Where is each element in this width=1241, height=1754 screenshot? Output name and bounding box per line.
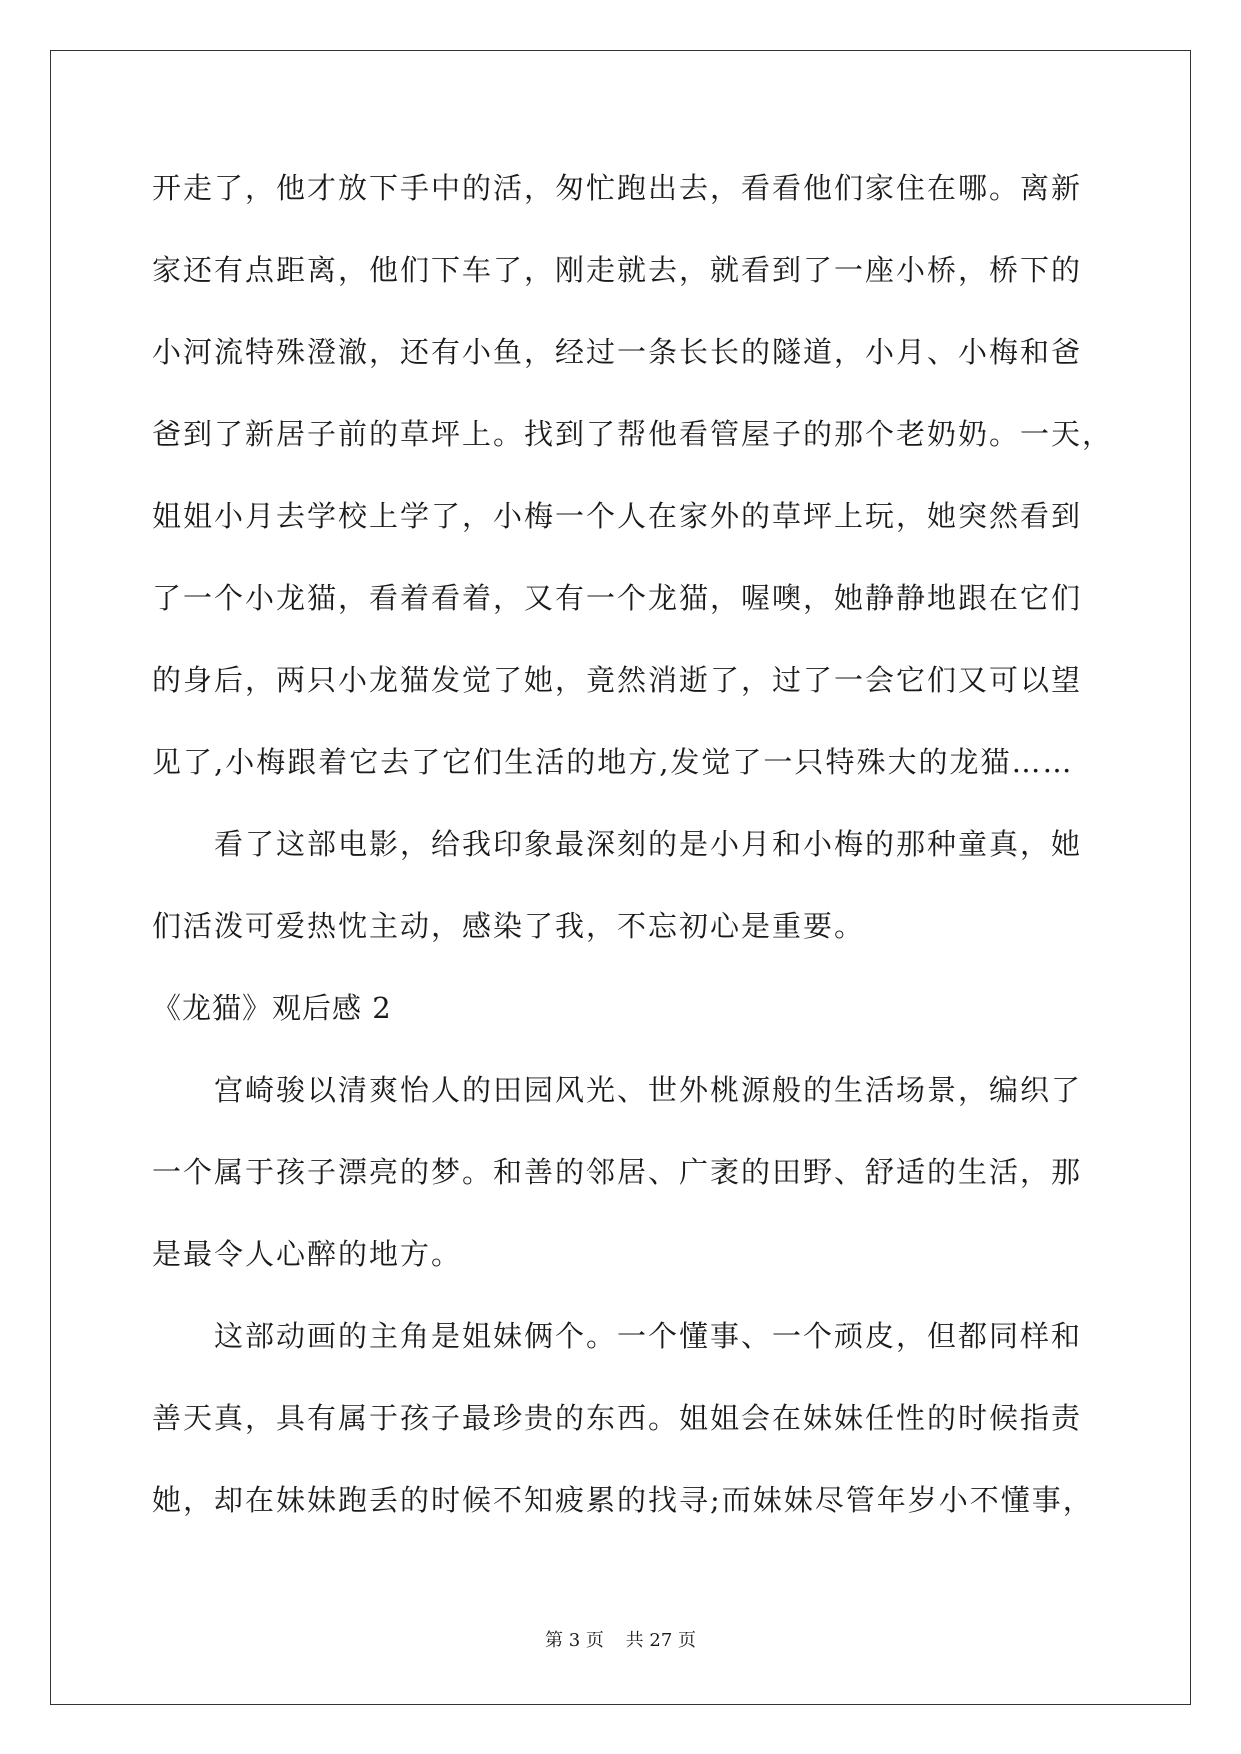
- text-line: 的身后，两只小龙猫发觉了她，竟然消逝了，过了一会它们又可以望: [152, 663, 1083, 697]
- text-line: 爸到了新居子前的草坪上。找到了帮他看管屋子的那个老奶奶。一天，: [152, 417, 1114, 451]
- paragraph-start-line: 这部动画的主角是姐妹俩个。一个懂事、一个顽皮，但都同样和: [214, 1319, 1083, 1353]
- text-line: 见了,小梅跟着它去了它们生活的地方,发觉了一只特殊大的龙猫……: [152, 745, 1074, 779]
- page-total: 共 27 页: [625, 1630, 696, 1651]
- paragraph-start-line: 看了这部电影，给我印象最深刻的是小月和小梅的那种童真，她: [214, 827, 1083, 861]
- text-line: 家还有点距离，他们下车了，刚走就去，就看到了一座小桥，桥下的: [152, 253, 1083, 287]
- text-line: 是最令人心醉的地方。: [152, 1237, 463, 1271]
- document-body: [152, 158, 1114, 1552]
- text-line: 们活泼可爱热忱主动，感染了我，不忘初心是重要。: [152, 909, 866, 943]
- text-line: 她，却在妹妹跑丢的时候不知疲累的找寻;而妹妹尽管年岁小不懂事，: [152, 1483, 1094, 1517]
- text-line: 善天真，具有属于孩子最珍贵的东西。姐姐会在妹妹任性的时候指责: [152, 1401, 1083, 1435]
- page-footer: [0, 1626, 1241, 1652]
- text-line: 姐姐小月去学校上学了，小梅一个人在家外的草坪上玩，她突然看到: [152, 499, 1083, 533]
- text-line: 了一个小龙猫，看着看着，又有一个龙猫，喔噢，她静静地跟在它们: [152, 581, 1083, 615]
- text-line: 开走了，他才放下手中的活，匆忙跑出去，看看他们家住在哪。离新: [152, 171, 1083, 205]
- text-line: 小河流特殊澄澈，还有小鱼，经过一条长长的隧道，小月、小梅和爸: [152, 335, 1083, 369]
- text-line: 一个属于孩子漂亮的梦。和善的邻居、广袤的田野、舒适的生活，那: [152, 1155, 1083, 1189]
- section-heading: 《龙猫》观后感 2: [152, 991, 392, 1025]
- page-number: 第 3 页: [545, 1630, 604, 1651]
- paragraph-start-line: 宫崎骏以清爽怡人的田园风光、世外桃源般的生活场景，编织了: [214, 1073, 1083, 1107]
